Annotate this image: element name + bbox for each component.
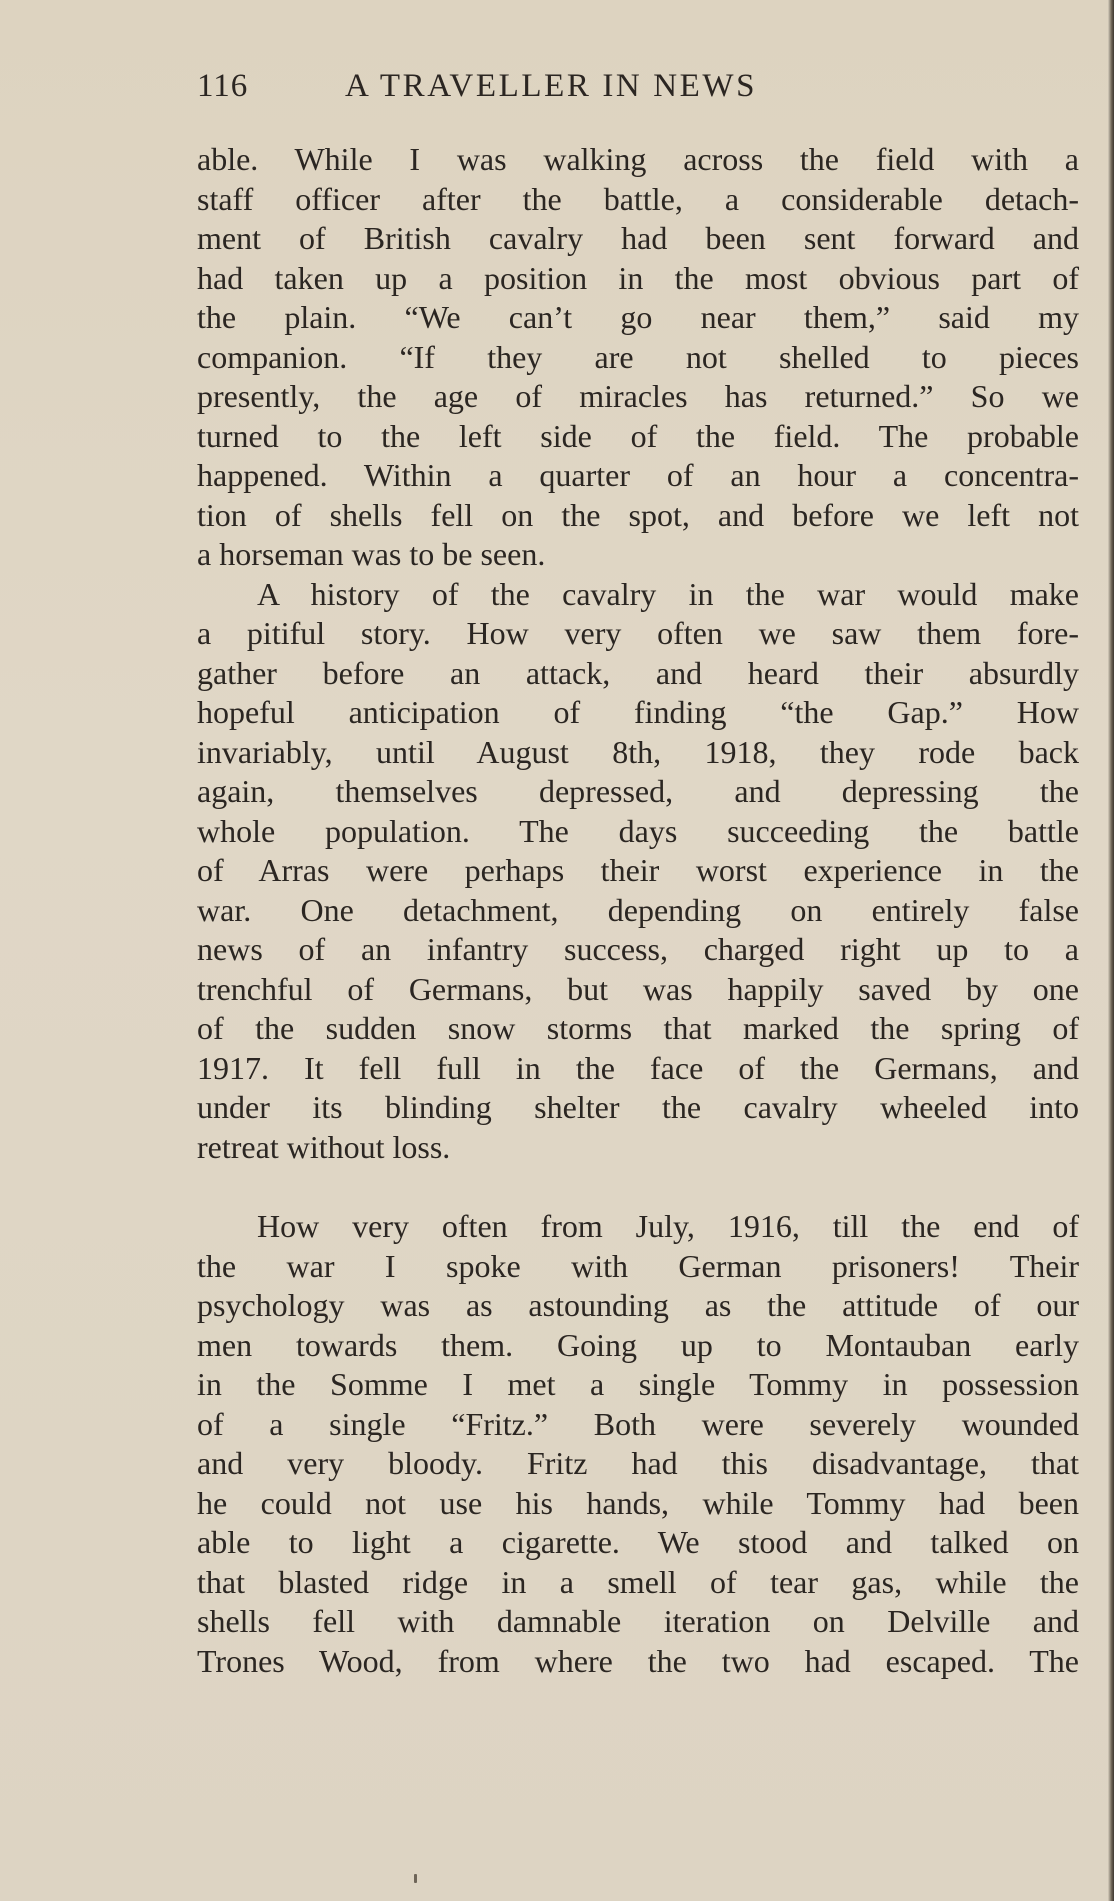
text-line: happened. Within a quarter of an hour a concentra- — [197, 457, 1079, 493]
text-line: trenchful of Germans, but was happily saved by one — [197, 970, 1079, 1007]
text-line: ment of British cavalry had been sent forward and — [197, 220, 1079, 256]
text-line: he could not use his hands, while Tommy had been — [197, 1484, 1079, 1521]
paragraph — [197, 140, 1079, 575]
text-line: war. One detachment, depending on entirely false — [197, 891, 1079, 928]
paper-speck — [414, 1874, 417, 1883]
text-line: psychology was as astounding as the attitude of our — [197, 1287, 1079, 1323]
text-line: presently, the age of miracles has returned.” So we — [197, 378, 1079, 414]
text-line: under its blinding shelter the cavalry wheeled into — [197, 1089, 1079, 1125]
text-line: How very often from July, 1916, till the end of — [257, 1208, 1079, 1244]
text-line: men towards them. Going up to Montauban early — [197, 1326, 1079, 1363]
paragraph — [197, 1207, 1079, 1681]
text-line: invariably, until August 8th, 1918, they rode back — [197, 733, 1079, 770]
text-line: A history of the cavalry in the war would make — [257, 575, 1079, 612]
text-line: that blasted ridge in a smell of tear gas, while the — [197, 1563, 1079, 1600]
text-line: the plain. “We can’t go near them,” said my — [197, 299, 1079, 335]
text-line: hopeful anticipation of finding “the Gap.” How — [197, 694, 1079, 730]
text-line: again, themselves depressed, and depressing the — [197, 773, 1079, 809]
text-line: companion. “If they are not shelled to pieces — [197, 338, 1079, 375]
text-line: and very bloody. Fritz had this disadvantage, that — [197, 1445, 1079, 1481]
text-line: the war I spoke with German prisoners! Their — [197, 1247, 1079, 1284]
page-header — [197, 68, 1079, 112]
text-line: of a single “Fritz.” Both were severely wounded — [197, 1405, 1079, 1442]
paragraph — [197, 575, 1079, 1168]
text-line: shells fell with damnable iteration on Delville and — [197, 1603, 1079, 1639]
text-line: able to light a cigarette. We stood and talked on — [197, 1524, 1079, 1560]
text-line: in the Somme I met a single Tommy in possession — [197, 1366, 1079, 1402]
page-edge — [1108, 0, 1114, 1901]
text-line: news of an infantry success, charged right up to a — [197, 931, 1079, 967]
text-line: a horseman was to be seen. — [197, 536, 546, 572]
body-text — [197, 140, 1079, 1681]
text-line: of Arras were perhaps their worst experience in the — [197, 852, 1079, 888]
text-line: tion of shells fell on the spot, and before we left not — [197, 496, 1079, 533]
page-number: 116 — [197, 68, 249, 104]
text-line: had taken up a position in the most obvious part of — [197, 259, 1079, 296]
text-line: staff officer after the battle, a considerable detach- — [197, 180, 1079, 217]
section-break — [197, 1167, 1079, 1207]
text-line: of the sudden snow storms that marked the spring of — [197, 1010, 1079, 1046]
text-line: 1917. It fell full in the face of the Germans, and — [197, 1049, 1079, 1086]
text-line: retreat without loss. — [197, 1128, 451, 1165]
text-line: whole population. The days succeeding the battle — [197, 812, 1079, 849]
text-line: turned to the left side of the field. The probable — [197, 417, 1079, 454]
text-line: gather before an attack, and heard their absurdly — [197, 654, 1079, 691]
running-title: A TRAVELLER IN NEWS — [345, 68, 758, 104]
text-line: able. While I was walking across the field with a — [197, 141, 1079, 177]
text-line: a pitiful story. How very often we saw them fore- — [197, 615, 1079, 651]
text-line: Trones Wood, from where the two had escaped. The — [197, 1642, 1079, 1679]
